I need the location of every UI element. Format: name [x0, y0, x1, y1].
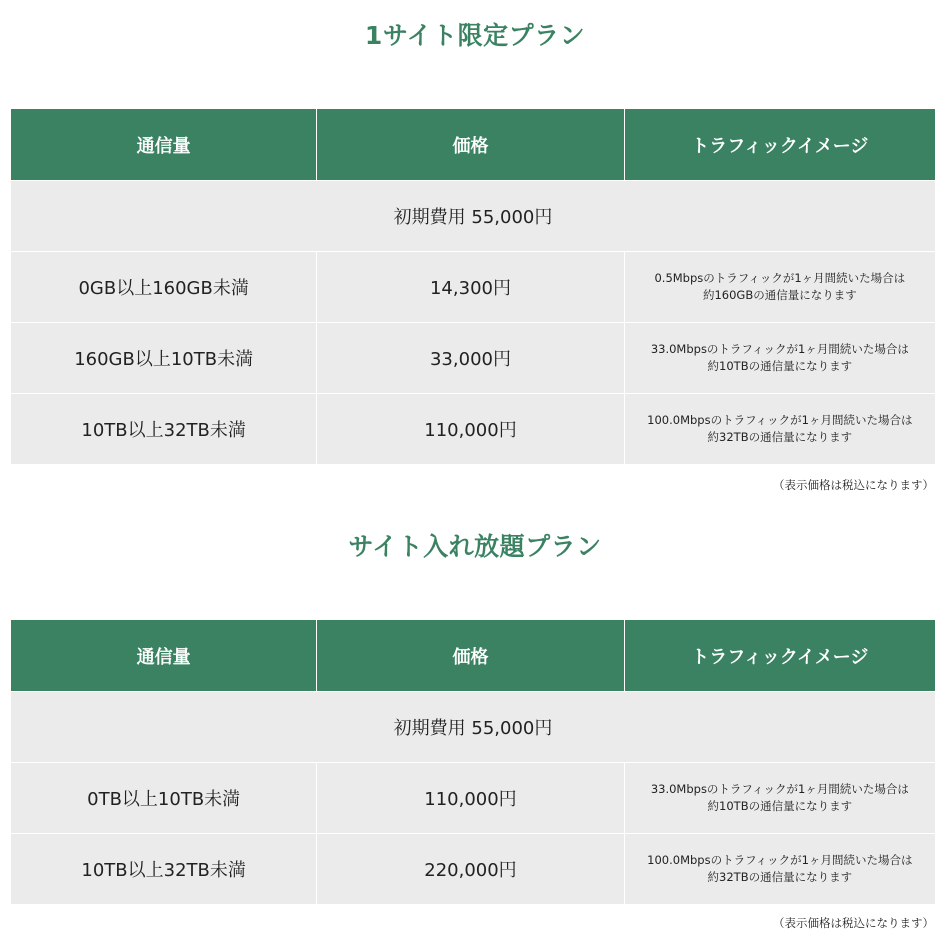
tax-note: （表示価格は税込になります） [773, 478, 934, 492]
table-row [11, 251, 935, 322]
traffic-cell: 10TB以上32TB未満 [11, 833, 316, 904]
initial-fee: 初期費用 55,000円 [11, 180, 935, 251]
initial-fee: 初期費用 55,000円 [11, 691, 935, 762]
traffic-image-line2: 約32TBの通信量になります [707, 870, 853, 884]
header-traffic: 通信量 [11, 109, 316, 180]
price-cell: 110,000円 [316, 762, 623, 833]
plan-title-single-site: 1サイト限定プラン [364, 21, 586, 50]
price-cell: 110,000円 [316, 393, 623, 464]
price-cell: 33,000円 [316, 322, 623, 393]
initial-fee-row [11, 180, 935, 251]
traffic-image-line1: 33.0Mbpsのトラフィックが1ヶ月間続いた場合は [650, 342, 909, 357]
traffic-image-line2: 約10TBの通信量になります [707, 799, 853, 813]
traffic-image-line1: 100.0Mbpsのトラフィックが1ヶ月間続いた場合は [647, 853, 913, 868]
header-price: 価格 [316, 109, 623, 180]
pricing-table-single-site [11, 109, 935, 464]
traffic-image-line2: 約10TBの通信量になります [707, 359, 853, 373]
price-cell: 14,300円 [316, 251, 623, 322]
traffic-cell: 0GB以上160GB未満 [11, 251, 316, 322]
plan-title-unlimited-sites: サイト入れ放題プラン [348, 532, 602, 561]
traffic-cell: 160GB以上10TB未満 [11, 322, 316, 393]
traffic-image-line1: 100.0Mbpsのトラフィックが1ヶ月間続いた場合は [647, 413, 913, 428]
traffic-image-line1: 0.5Mbpsのトラフィックが1ヶ月間続いた場合は [654, 271, 906, 286]
header-traffic-image: トラフィックイメージ [624, 620, 935, 691]
table-row [11, 322, 935, 393]
table-row [11, 393, 935, 464]
traffic-cell: 10TB以上32TB未満 [11, 393, 316, 464]
initial-fee-row [11, 691, 935, 762]
traffic-image-cell [624, 833, 935, 904]
traffic-image-line2: 約32TBの通信量になります [707, 430, 853, 444]
header-traffic: 通信量 [11, 620, 316, 691]
header-price: 価格 [316, 620, 623, 691]
traffic-image-cell [624, 393, 935, 464]
price-cell: 220,000円 [316, 833, 623, 904]
traffic-image-line2: 約160GBの通信量になります [702, 288, 857, 302]
traffic-image-line1: 33.0Mbpsのトラフィックが1ヶ月間続いた場合は [650, 782, 909, 797]
table-header-row [11, 109, 935, 180]
traffic-image-cell [624, 322, 935, 393]
table-row [11, 833, 935, 904]
header-traffic-image: トラフィックイメージ [624, 109, 935, 180]
pricing-table-unlimited-sites [11, 620, 935, 904]
table-header-row [11, 620, 935, 691]
traffic-cell: 0TB以上10TB未満 [11, 762, 316, 833]
table-row [11, 762, 935, 833]
traffic-image-cell [624, 251, 935, 322]
tax-note: （表示価格は税込になります） [773, 916, 934, 930]
traffic-image-cell [624, 762, 935, 833]
